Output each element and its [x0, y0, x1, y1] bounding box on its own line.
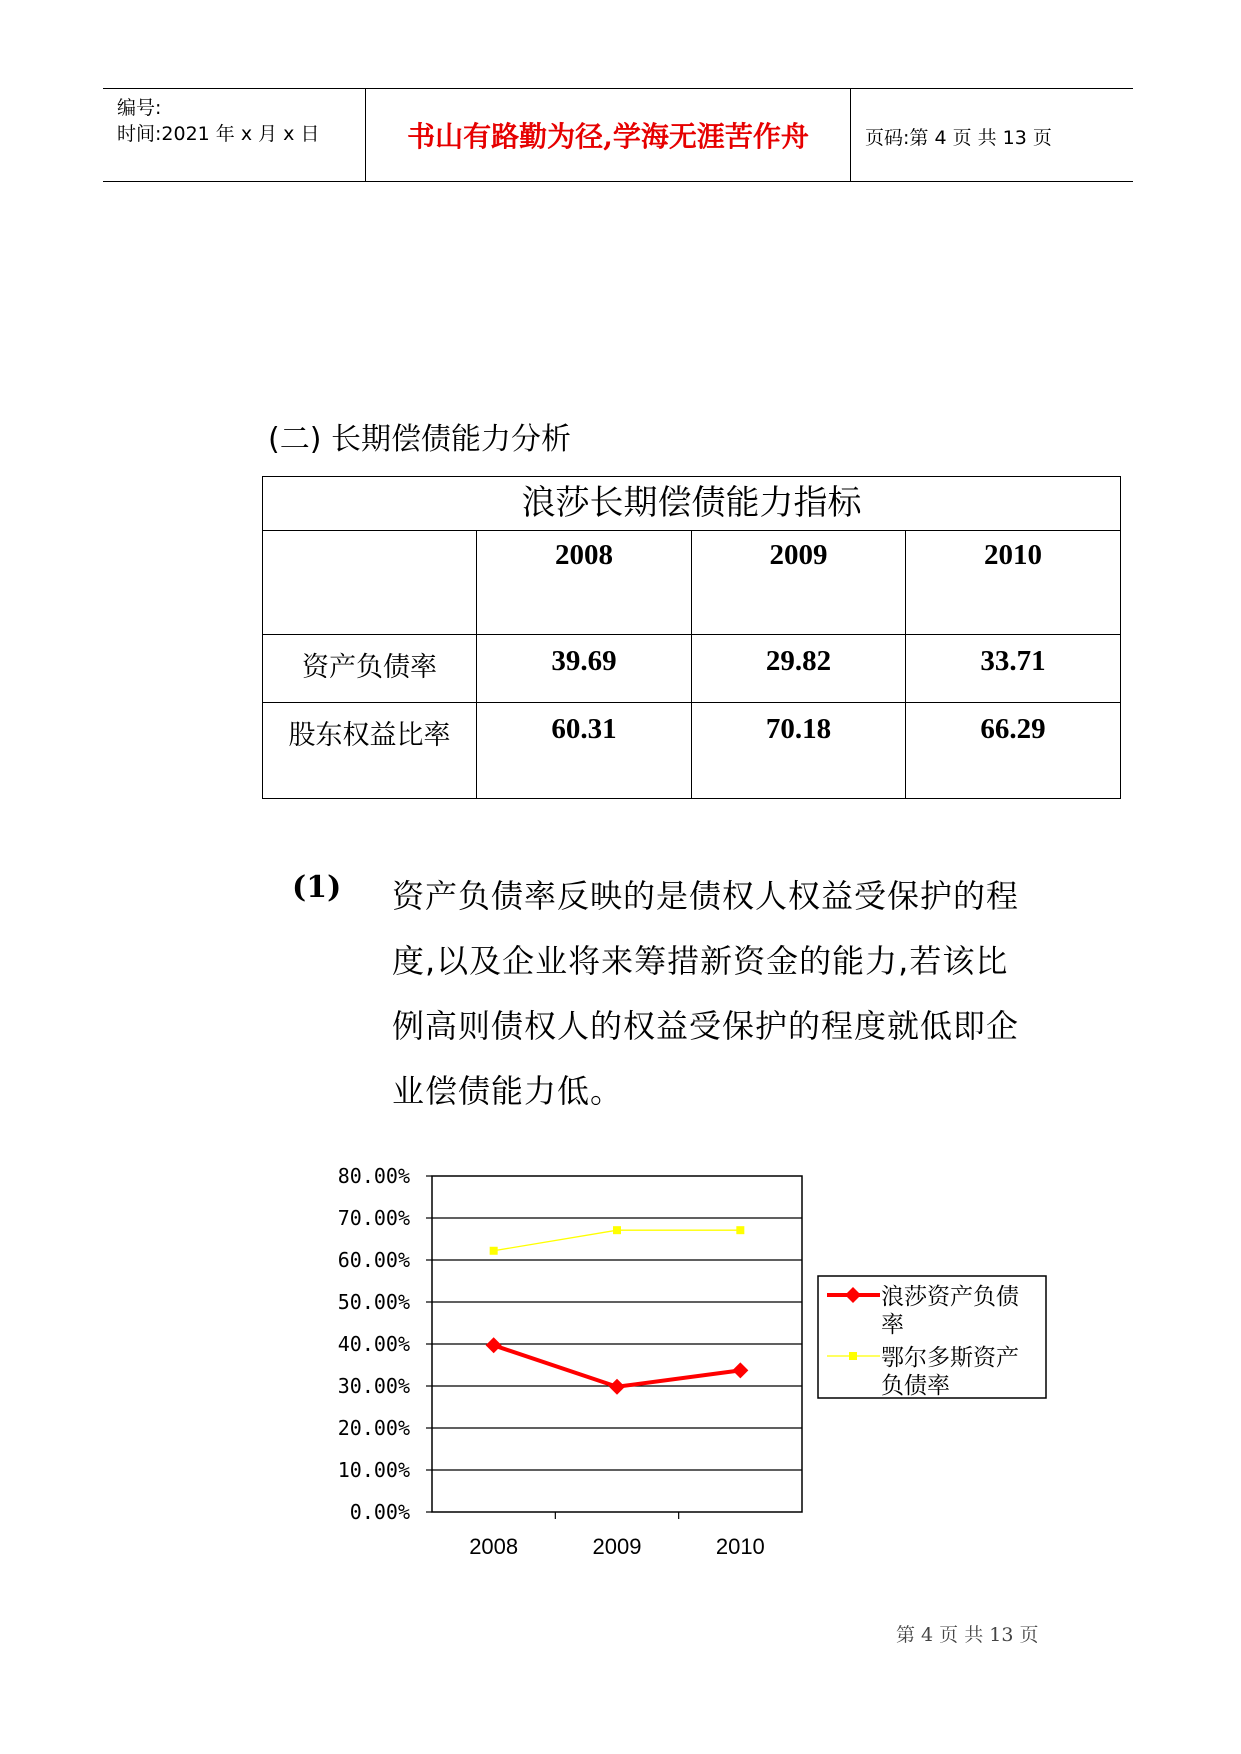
x-tick-label: 2010 [715, 1534, 765, 1559]
motto: 书山有路勤为径,学海无涯苦作舟 [407, 120, 809, 153]
year-header: 2009 [692, 531, 906, 635]
x-tick-label: 2008 [469, 1534, 519, 1559]
legend-label: 负债率 [881, 1373, 950, 1399]
table-cell: 33.71 [906, 635, 1121, 703]
data-point [490, 1247, 498, 1255]
table-cell: 60.31 [477, 703, 692, 799]
y-tick-label: 50.00% [337, 1290, 410, 1314]
legend-label: 率 [881, 1312, 904, 1338]
x-tick-label: 2009 [592, 1534, 642, 1559]
table-cell: 70.18 [692, 703, 906, 799]
legend-label: 浪莎资产负债 [881, 1284, 1019, 1310]
y-tick-label: 40.00% [337, 1332, 410, 1356]
table-cell: 39.69 [477, 635, 692, 703]
paragraph-line: 资产负债率反映的是债权人权益受保护的程 [392, 877, 1020, 915]
legend-label: 鄂尔多斯资产 [881, 1345, 1019, 1371]
time-label: 时间:2021 年 x 月 x 日 [117, 123, 320, 145]
row-label: 资产负债率 [263, 635, 477, 703]
paragraph-line: 例高则债权人的权益受保护的程度就低即企 [392, 1007, 1020, 1045]
paragraph-number: (1) [292, 870, 342, 905]
y-tick-label: 10.00% [337, 1458, 410, 1482]
year-header: 2010 [906, 531, 1121, 635]
year-header: 2008 [477, 531, 692, 635]
data-point [613, 1226, 621, 1234]
y-tick-label: 80.00% [337, 1164, 410, 1188]
data-point [736, 1226, 744, 1234]
y-tick-label: 20.00% [337, 1416, 410, 1440]
y-tick-label: 70.00% [337, 1206, 410, 1230]
y-tick-label: 30.00% [337, 1374, 410, 1398]
section-title: (二) 长期偿债能力分析 [268, 422, 571, 457]
legend-marker [849, 1352, 857, 1360]
row-label: 股东权益比率 [263, 703, 477, 799]
paragraph-line: 度,以及企业将来筹措新资金的能力,若该比 [392, 942, 1009, 980]
y-tick-label: 0.00% [349, 1500, 410, 1524]
table-cell: 29.82 [692, 635, 906, 703]
number-label: 编号: [117, 97, 162, 119]
table-title: 浪莎长期偿债能力指标 [263, 477, 1121, 531]
y-tick-label: 60.00% [337, 1248, 410, 1272]
page-code: 页码:第 4 页 共 13 页 [865, 127, 1052, 149]
page-footer: 第 4 页 共 13 页 [896, 1624, 1039, 1646]
paragraph-line: 业偿债能力低。 [392, 1072, 624, 1110]
table-cell: 66.29 [906, 703, 1121, 799]
